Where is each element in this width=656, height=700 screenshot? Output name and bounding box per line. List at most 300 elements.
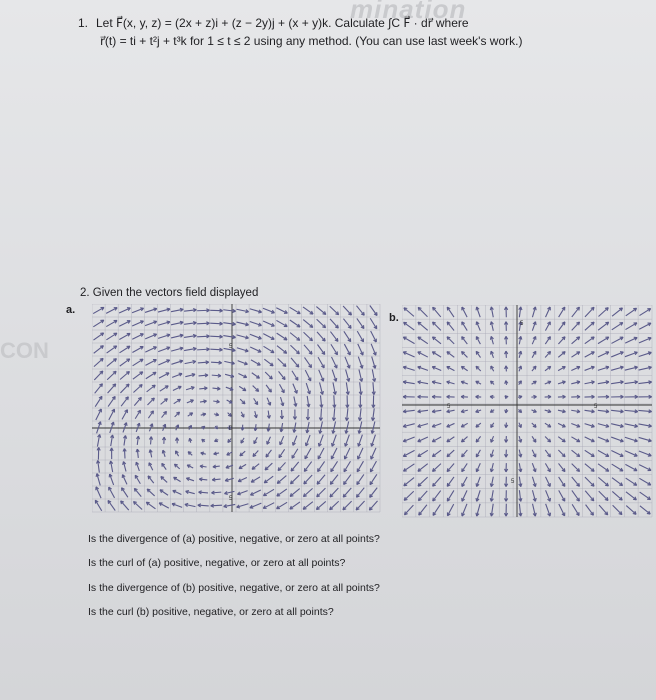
vector-arrow-head bbox=[476, 426, 479, 427]
vector-arrow bbox=[625, 464, 637, 470]
vector-arrow-head bbox=[593, 512, 594, 515]
vector-arrow bbox=[370, 306, 377, 316]
vector-arrow-head bbox=[290, 496, 293, 497]
vector-arrow-head bbox=[324, 338, 325, 341]
vector-arrow bbox=[291, 462, 299, 471]
vector-arrow-head bbox=[148, 476, 149, 479]
vector-arrow-head bbox=[323, 391, 324, 394]
vector-arrow-head bbox=[180, 334, 183, 335]
vector-arrow bbox=[447, 464, 454, 472]
vector-arrow-head bbox=[562, 381, 565, 382]
vector-arrow-head bbox=[224, 494, 227, 495]
vector-arrow bbox=[403, 464, 414, 471]
vector-field-a-arrows bbox=[92, 304, 380, 512]
vector-arrow bbox=[432, 450, 441, 456]
vector-arrow-head bbox=[192, 373, 195, 374]
vector-arrow bbox=[433, 307, 441, 317]
vector-arrow bbox=[585, 307, 594, 317]
vector-arrow bbox=[418, 322, 428, 330]
vector-arrow-head bbox=[521, 469, 522, 472]
vector-arrow bbox=[106, 333, 116, 340]
vector-arrow bbox=[93, 333, 103, 340]
vector-arrow bbox=[303, 488, 312, 496]
vector-arrow bbox=[146, 372, 156, 379]
bleed-through-text: CON bbox=[0, 338, 49, 363]
vector-arrow bbox=[418, 307, 427, 316]
vector-arrow bbox=[433, 477, 441, 486]
vector-arrow bbox=[611, 337, 623, 343]
vector-arrow-head bbox=[316, 509, 319, 510]
vector-arrow bbox=[599, 505, 608, 515]
vector-arrow bbox=[120, 371, 129, 379]
vector-arrow bbox=[344, 475, 351, 485]
vector-arrow-head bbox=[634, 366, 637, 367]
vector-arrow bbox=[121, 501, 129, 510]
vector-field-plot-a bbox=[92, 304, 382, 516]
vector-arrow bbox=[626, 308, 637, 316]
vector-arrow-head bbox=[298, 364, 299, 367]
vector-arrow-head bbox=[126, 371, 129, 372]
vector-arrow-head bbox=[461, 441, 464, 442]
vector-arrow-head bbox=[256, 415, 257, 418]
vector-arrow bbox=[585, 450, 594, 456]
vector-arrow bbox=[572, 450, 580, 456]
vector-arrow bbox=[133, 385, 142, 393]
vector-arrow-head bbox=[648, 352, 651, 353]
vector-arrow bbox=[133, 372, 143, 379]
vector-arrow-head bbox=[153, 308, 156, 309]
vector-arrow-head bbox=[403, 427, 406, 428]
vector-arrow bbox=[403, 337, 414, 344]
vector-arrow-head bbox=[167, 334, 170, 335]
vector-arrow-head bbox=[310, 391, 311, 394]
vector-arrow-head bbox=[309, 404, 310, 407]
vector-arrow-head bbox=[535, 498, 536, 501]
vector-arrow bbox=[134, 501, 143, 509]
vector-arrow bbox=[586, 505, 594, 516]
problem-1 bbox=[78, 14, 638, 50]
problem-1-line-1: Let F⃗(x, y, z) = (2x + z)i + (z − 2y)j + (x + y)k. Calculate ∫C F⃗ · dr⃗ where bbox=[96, 16, 469, 30]
vector-arrow-head bbox=[620, 366, 623, 367]
vector-arrow bbox=[318, 461, 325, 471]
vector-arrow bbox=[330, 488, 338, 497]
problem-number: 1. bbox=[78, 16, 89, 30]
vector-arrow-head bbox=[152, 385, 155, 386]
vector-arrow bbox=[317, 319, 326, 328]
problem-2-heading: 2. Given the vectors field displayed bbox=[80, 287, 259, 299]
vector-arrow-head bbox=[123, 462, 124, 465]
vector-arrow-head bbox=[277, 483, 280, 484]
vector-arrow-head bbox=[462, 337, 463, 340]
vector-arrow-head bbox=[447, 412, 450, 413]
vector-arrow bbox=[107, 371, 116, 379]
vector-arrow bbox=[277, 502, 288, 508]
vector-arrow-head bbox=[375, 378, 376, 381]
vector-arrow bbox=[418, 450, 428, 456]
vector-arrow-head bbox=[193, 360, 196, 361]
vector-arrow bbox=[95, 396, 102, 406]
vector-arrow bbox=[357, 461, 363, 472]
vector-arrow bbox=[626, 506, 636, 515]
vector-arrow-head bbox=[149, 450, 150, 453]
vector-arrow bbox=[146, 502, 155, 509]
vector-arrow bbox=[290, 489, 300, 497]
vector-arrow bbox=[277, 333, 287, 340]
vector-arrow-head bbox=[521, 483, 522, 486]
vector-arrow bbox=[370, 474, 377, 484]
vector-arrow-head bbox=[607, 512, 608, 515]
vector-arrow bbox=[572, 490, 580, 501]
vector-arrow bbox=[304, 475, 312, 484]
vector-arrow bbox=[330, 332, 337, 342]
vector-arrow bbox=[357, 331, 363, 342]
vector-arrow bbox=[147, 398, 154, 405]
vector-arrow-head bbox=[110, 461, 111, 464]
vector-arrow bbox=[316, 501, 325, 509]
vector-arrow bbox=[370, 461, 376, 472]
vector-arrow-head bbox=[606, 366, 609, 367]
vector-arrow-head bbox=[348, 391, 349, 394]
vector-arrow bbox=[640, 492, 651, 500]
vector-arrow bbox=[147, 385, 156, 392]
vector-arrow-head bbox=[564, 468, 565, 471]
plot-a-tick-label: 0 bbox=[229, 426, 233, 432]
vector-arrow bbox=[290, 333, 300, 341]
vector-arrow bbox=[265, 463, 272, 470]
vector-arrow-head bbox=[189, 438, 190, 441]
vector-arrow bbox=[278, 462, 285, 470]
vector-arrow bbox=[343, 319, 351, 329]
bleed-through-text: mination bbox=[350, 0, 467, 24]
vector-arrow-head bbox=[579, 483, 580, 486]
vector-arrow bbox=[585, 337, 594, 344]
vector-arrow bbox=[290, 345, 299, 354]
vector-arrow bbox=[559, 322, 565, 331]
vector-arrow bbox=[317, 475, 325, 484]
vector-arrow-head bbox=[296, 403, 297, 406]
vector-arrow bbox=[95, 384, 103, 394]
vector-arrow bbox=[448, 504, 454, 516]
vector-arrow bbox=[639, 478, 650, 485]
vector-arrow bbox=[559, 490, 565, 501]
vector-arrow-head bbox=[591, 322, 594, 323]
vector-arrow bbox=[120, 346, 130, 353]
vector-arrow bbox=[598, 322, 609, 330]
vector-arrow-head bbox=[605, 322, 608, 323]
vector-arrow-head bbox=[179, 360, 182, 361]
vector-arrow bbox=[93, 307, 104, 313]
vector-arrow-head bbox=[202, 413, 205, 414]
vector-arrow bbox=[317, 332, 325, 341]
vector-arrow bbox=[197, 310, 209, 311]
vector-arrow-head bbox=[350, 325, 351, 328]
vector-arrow-head bbox=[432, 427, 435, 428]
vector-arrow bbox=[558, 450, 565, 457]
vector-arrow bbox=[558, 337, 565, 344]
vector-arrow-head bbox=[121, 501, 122, 504]
vector-arrow-head bbox=[139, 372, 142, 373]
vector-arrow bbox=[318, 357, 324, 368]
plot-a-tick-label: 5 bbox=[229, 344, 233, 350]
vector-arrow-head bbox=[167, 321, 170, 322]
vector-arrow-head bbox=[490, 336, 491, 339]
vector-arrow bbox=[290, 475, 299, 484]
vector-arrow bbox=[331, 344, 338, 354]
vector-arrow bbox=[447, 337, 454, 344]
vector-arrow bbox=[559, 307, 565, 317]
vector-arrow bbox=[108, 500, 115, 510]
vector-arrow bbox=[108, 384, 116, 393]
vector-arrow bbox=[290, 502, 300, 509]
question-4: Is the curl (b) positive, negative, or zero at all points? bbox=[88, 606, 334, 618]
vector-arrow-head bbox=[404, 485, 407, 486]
vector-arrow-head bbox=[217, 426, 218, 429]
vector-arrow bbox=[447, 490, 454, 501]
vector-arrow-head bbox=[490, 307, 491, 310]
vector-arrow-head bbox=[591, 381, 594, 382]
vector-arrow bbox=[305, 448, 311, 459]
vector-arrow bbox=[290, 307, 301, 313]
vector-arrow bbox=[265, 372, 272, 379]
vector-arrow bbox=[264, 359, 273, 366]
vector-arrow-head bbox=[519, 396, 522, 397]
vector-arrow bbox=[119, 333, 130, 339]
vector-arrow-head bbox=[100, 358, 103, 359]
question-1: Is the divergence of (a) positive, negative, or zero at all points? bbox=[88, 533, 380, 545]
vector-arrow bbox=[304, 462, 311, 472]
vector-arrow-head bbox=[336, 378, 337, 381]
vector-arrow-head bbox=[337, 338, 338, 341]
vector-arrow bbox=[93, 320, 103, 327]
vector-arrow bbox=[613, 505, 622, 514]
vector-arrow bbox=[447, 322, 454, 331]
vector-arrow-head bbox=[164, 399, 167, 400]
vector-arrow-head bbox=[364, 312, 365, 315]
vector-arrow bbox=[585, 322, 594, 330]
vector-arrow bbox=[276, 320, 287, 326]
vector-arrow bbox=[303, 502, 313, 510]
vector-arrow-head bbox=[620, 381, 623, 382]
vector-arrow bbox=[303, 320, 313, 328]
vector-field-b-arrows bbox=[402, 305, 652, 517]
vector-arrow bbox=[418, 491, 427, 501]
vector-field-plot-b bbox=[402, 305, 654, 519]
vector-arrow bbox=[330, 475, 338, 485]
vector-arrow-head bbox=[535, 483, 536, 486]
vector-arrow bbox=[626, 478, 637, 485]
vector-arrow bbox=[344, 331, 351, 341]
vector-arrow-head bbox=[303, 509, 306, 510]
vector-arrow bbox=[120, 359, 130, 366]
vector-arrow-head bbox=[214, 454, 217, 455]
vector-arrow bbox=[278, 359, 286, 367]
vector-arrow bbox=[108, 396, 115, 406]
vector-arrow bbox=[133, 359, 143, 366]
vector-arrow bbox=[419, 505, 427, 515]
vector-arrow bbox=[639, 323, 651, 329]
vector-arrow bbox=[433, 464, 441, 472]
vector-arrow-head bbox=[283, 403, 284, 406]
vector-arrow bbox=[433, 322, 441, 330]
vector-arrow bbox=[598, 337, 609, 344]
vector-arrow bbox=[330, 306, 339, 315]
vector-arrow-head bbox=[362, 378, 363, 381]
vector-arrow bbox=[277, 346, 287, 354]
vector-arrow-head bbox=[562, 352, 565, 353]
vector-arrow-head bbox=[180, 321, 183, 322]
vector-arrow bbox=[572, 307, 580, 317]
vector-arrow-head bbox=[547, 366, 550, 367]
vector-arrow-head bbox=[201, 426, 204, 427]
vector-arrow-head bbox=[505, 381, 506, 384]
vector-arrow bbox=[598, 450, 609, 456]
vector-arrow bbox=[612, 491, 622, 500]
vector-arrow bbox=[317, 488, 326, 497]
vector-arrow bbox=[612, 308, 622, 316]
vector-arrow-head bbox=[167, 308, 170, 309]
vector-arrow bbox=[433, 491, 441, 502]
vector-arrow bbox=[625, 323, 636, 330]
vector-arrow-head bbox=[375, 365, 376, 368]
vector-arrow bbox=[290, 320, 300, 327]
vector-arrow-head bbox=[418, 471, 421, 472]
plot-b-tick-label: 5 bbox=[447, 404, 451, 410]
vector-arrow bbox=[404, 491, 414, 500]
vector-arrow bbox=[210, 323, 222, 324]
vector-arrow-head bbox=[349, 378, 350, 381]
vector-arrow bbox=[303, 307, 313, 314]
vector-arrow bbox=[585, 477, 594, 486]
vector-arrow-head bbox=[335, 391, 336, 394]
vector-arrow bbox=[122, 488, 128, 498]
vector-arrow bbox=[305, 357, 312, 367]
vector-arrow bbox=[134, 397, 141, 405]
vector-arrow-head bbox=[240, 455, 243, 456]
vector-arrow bbox=[418, 477, 428, 486]
vector-arrow-head bbox=[432, 412, 435, 413]
vector-arrow-head bbox=[224, 507, 227, 508]
vector-arrow bbox=[331, 461, 338, 471]
vector-arrow bbox=[107, 359, 117, 367]
vector-arrow bbox=[403, 450, 414, 456]
vector-arrow bbox=[369, 501, 377, 510]
vector-arrow bbox=[357, 474, 364, 484]
vector-arrow bbox=[264, 346, 274, 352]
vector-arrow bbox=[107, 346, 117, 353]
vector-arrow-head bbox=[619, 308, 622, 309]
vector-arrow bbox=[277, 476, 286, 484]
plot-b-tick-label: 5 bbox=[520, 321, 524, 327]
vector-arrow bbox=[94, 371, 103, 380]
vector-arrow-head bbox=[162, 450, 163, 453]
vector-arrow bbox=[343, 306, 351, 315]
vector-arrow bbox=[585, 464, 594, 472]
vector-arrow-head bbox=[490, 322, 491, 325]
vector-arrow-head bbox=[191, 387, 194, 388]
question-3: Is the divergence of (b) positive, negative, or zero at all points? bbox=[88, 582, 380, 594]
vector-arrow bbox=[344, 461, 350, 472]
vector-arrow bbox=[356, 306, 364, 316]
vector-arrow bbox=[264, 476, 273, 483]
vector-arrow bbox=[572, 322, 580, 330]
vector-arrow-head bbox=[521, 439, 522, 442]
plot-a-label: a. bbox=[66, 304, 76, 316]
vector-arrow bbox=[304, 345, 312, 354]
vector-arrow bbox=[330, 501, 339, 509]
vector-arrow bbox=[432, 337, 441, 344]
vector-arrow bbox=[559, 477, 565, 486]
plot-a-tick-label: 5 bbox=[229, 496, 233, 502]
vector-arrow-head bbox=[535, 513, 536, 516]
vector-arrow bbox=[343, 488, 351, 497]
vector-arrow bbox=[612, 323, 623, 330]
vector-arrow-head bbox=[418, 427, 421, 428]
vector-arrow-head bbox=[225, 481, 228, 482]
vector-arrow bbox=[447, 450, 454, 457]
vector-arrow-head bbox=[433, 307, 434, 310]
vector-arrow-head bbox=[476, 307, 477, 310]
vector-arrow-head bbox=[134, 488, 135, 491]
vector-arrow bbox=[572, 477, 580, 486]
vector-arrow bbox=[316, 307, 325, 315]
vector-arrow bbox=[598, 464, 609, 472]
vector-arrow bbox=[357, 318, 364, 328]
vector-arrow bbox=[147, 489, 154, 496]
vector-arrow bbox=[404, 322, 415, 330]
vector-arrow bbox=[572, 504, 579, 515]
vector-arrow-head bbox=[648, 366, 651, 367]
vector-arrow-head bbox=[576, 337, 579, 338]
vector-arrow bbox=[120, 384, 129, 393]
vector-arrow bbox=[404, 308, 414, 317]
vector-arrow bbox=[370, 488, 378, 498]
vector-arrow bbox=[343, 501, 352, 510]
vector-arrow-head bbox=[252, 469, 255, 470]
vector-arrow bbox=[277, 489, 287, 496]
vector-arrow bbox=[356, 501, 364, 510]
vector-arrow bbox=[640, 506, 650, 514]
vector-arrow-head bbox=[100, 346, 103, 347]
vector-arrow-head bbox=[606, 381, 609, 382]
vector-arrow bbox=[598, 477, 608, 486]
vector-arrow-head bbox=[180, 347, 183, 348]
vector-arrow bbox=[370, 318, 376, 329]
vector-arrow-head bbox=[193, 334, 196, 335]
vector-arrow-head bbox=[447, 322, 448, 325]
vector-arrow bbox=[304, 332, 313, 341]
vector-arrow bbox=[418, 337, 428, 344]
vector-arrow-head bbox=[284, 376, 285, 379]
vector-arrow bbox=[134, 488, 141, 496]
vector-arrow bbox=[572, 337, 580, 344]
vector-arrow bbox=[317, 345, 324, 355]
vector-arrow bbox=[585, 491, 594, 501]
problem-1-line-2: r⃗(t) = ti + t²j + t³k for 1 ≤ t ≤ 2 using any method. (You can use last week's work.) bbox=[100, 34, 523, 48]
vector-arrow bbox=[612, 478, 623, 486]
vector-arrow-head bbox=[180, 308, 183, 309]
vector-arrow-head bbox=[96, 474, 97, 477]
plot-b-tick-label: 5 bbox=[511, 479, 515, 485]
vector-arrow bbox=[121, 397, 128, 406]
vector-arrow bbox=[404, 478, 414, 486]
vector-arrow-head bbox=[203, 400, 206, 401]
question-2: Is the curl of (a) positive, negative, or zero at all points? bbox=[88, 557, 346, 569]
vector-arrow bbox=[447, 477, 454, 486]
vector-arrow bbox=[94, 358, 103, 366]
vector-arrow-head bbox=[136, 462, 137, 465]
vector-arrow bbox=[94, 346, 104, 354]
vector-arrow bbox=[598, 308, 608, 317]
